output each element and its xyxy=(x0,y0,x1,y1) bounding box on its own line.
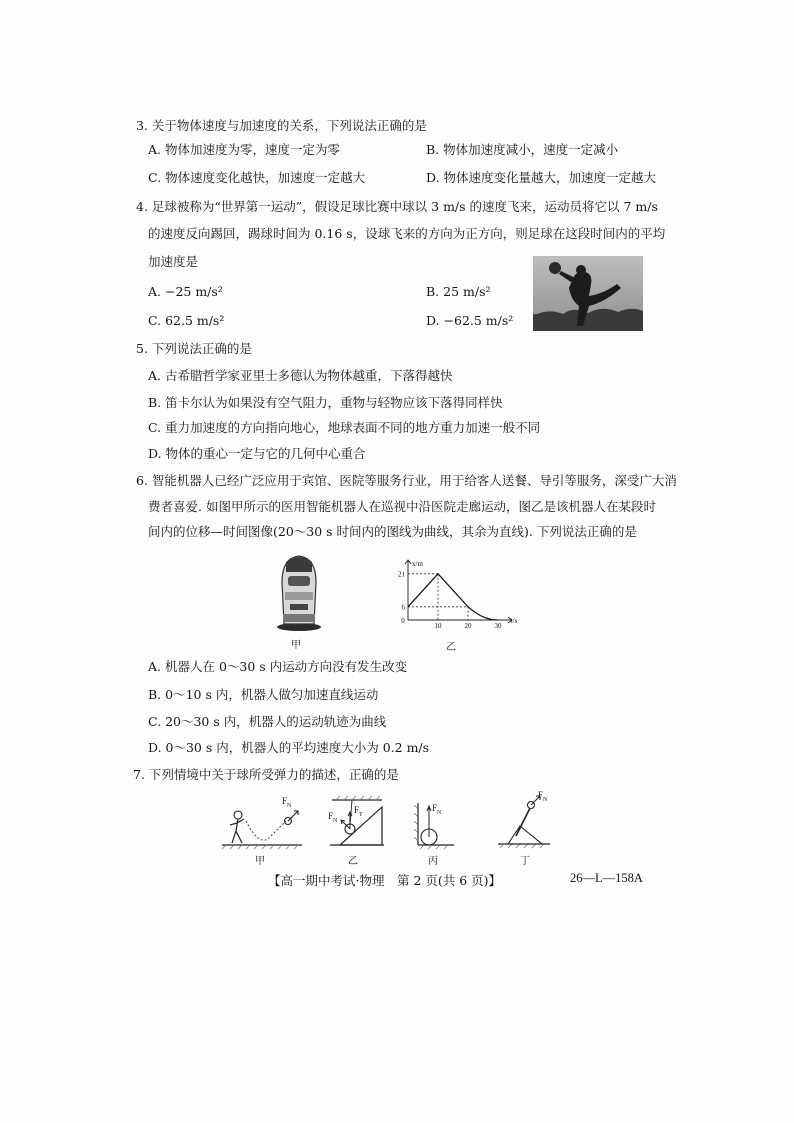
q5-option-a: A. 古希腊哲学家亚里士多德认为物体越重，下落得越快 xyxy=(148,368,453,383)
q5-stem: 5. 下列说法正确的是 xyxy=(136,341,252,356)
q7-caption-bing: 丙 xyxy=(428,856,438,867)
q4-option-a: A. −25 m/s² xyxy=(148,284,223,299)
q6-stem-line1: 6. 智能机器人已经广泛应用于宾馆、医院等服务行业，用于给客人送餐、导引等服务，深受广大消 xyxy=(136,473,677,488)
soccer-photo xyxy=(533,256,643,331)
fn-label-bing: F xyxy=(432,803,438,813)
q7-figure-yi xyxy=(326,795,386,850)
q3-option-a: A. 物体加速度为零，速度一定为零 xyxy=(148,142,340,157)
q5-option-d: D. 物体的重心一定与它的几何中心重合 xyxy=(148,446,366,461)
fn-label-ding: F xyxy=(538,790,544,800)
fn-label-jia: F xyxy=(282,796,288,806)
chart-caption: 乙 xyxy=(446,642,456,653)
paper-code: 26—L—158A xyxy=(570,871,643,885)
q4-stem-line2: 的速度反向踢回，踢球时间为 0.16 s，设球飞来的方向为正方向，则足球在这段时间内的平均 xyxy=(148,226,666,241)
q6-stem-line2: 费者喜爱. 如图甲所示的医用智能机器人在巡视中沿医院走廊运动，图乙是该机器人在某段时 xyxy=(148,499,656,514)
q6-option-a: A. 机器人在 0～30 s 内运动方向没有发生改变 xyxy=(148,659,408,674)
q7-caption-jia: 甲 xyxy=(255,856,265,867)
page-footer: 【高一期中考试·物理 第 2 页(共 6 页)】 xyxy=(268,873,502,888)
q6-option-d: D. 0～30 s 内，机器人的平均速度大小为 0.2 m/s xyxy=(148,740,430,755)
q4-stem-line1: 4. 足球被称为“世界第一运动”，假设足球比赛中球以 3 m/s 的速度飞来，运动员将它以 7 m/s xyxy=(136,199,658,214)
fn-sub-bing: N xyxy=(437,809,442,816)
q4-stem-line3: 加速度是 xyxy=(148,254,199,269)
q6-option-b: B. 0～10 s 内，机器人做匀加速直线运动 xyxy=(148,687,379,702)
q7-caption-ding: 丁 xyxy=(520,856,530,867)
fn-sub-jia: N xyxy=(287,802,292,809)
ft-label-yi: F xyxy=(354,805,360,815)
q4-option-d: D. −62.5 m/s² xyxy=(426,313,514,328)
q7-caption-yi: 乙 xyxy=(348,856,358,867)
xt-series-line xyxy=(408,574,498,620)
q3-option-d: D. 物体速度变化量越大，加速度一定越大 xyxy=(426,170,657,185)
y-axis-label: x/m xyxy=(412,560,423,568)
y-tick-21: 21 xyxy=(398,570,405,579)
x-axis-label: t/s xyxy=(510,617,518,625)
q6-option-c: C. 20～30 s 内，机器人的运动轨迹为曲线 xyxy=(148,714,387,729)
q3-stem: 3. 关于物体速度与加速度的关系，下列说法正确的是 xyxy=(136,118,427,133)
x-tick-20: 20 xyxy=(464,622,472,630)
q4-option-b: B. 25 m/s² xyxy=(426,284,491,299)
q7-figure-bing xyxy=(408,795,458,850)
q4-option-c: C. 62.5 m/s² xyxy=(148,313,225,328)
q5-option-c: C. 重力加速度的方向指向地心，地球表面不同的地方重力加速一般不同 xyxy=(148,420,541,435)
ft-sub-yi: T xyxy=(359,811,363,818)
fn-label-yi: F xyxy=(328,811,334,821)
q7-figure-ding xyxy=(494,790,554,850)
x-tick-30: 30 xyxy=(494,622,502,630)
robot-figure xyxy=(274,552,324,632)
x-tick-0: 0 xyxy=(401,617,405,625)
q3-option-c: C. 物体速度变化越快，加速度一定越大 xyxy=(148,170,366,185)
q7-stem: 7. 下列情境中关于球所受弹力的描述，正确的是 xyxy=(133,767,399,782)
q5-option-b: B. 笛卡尔认为如果没有空气阻力，重物与轻物应该下落得同样快 xyxy=(148,395,503,410)
x-tick-10: 10 xyxy=(434,622,442,630)
q3-option-b: B. 物体加速度减小，速度一定减小 xyxy=(426,142,619,157)
y-tick-6: 6 xyxy=(401,603,405,612)
fn-sub-yi: N xyxy=(333,817,338,824)
displacement-time-chart xyxy=(390,558,520,630)
q7-figure-jia xyxy=(220,795,305,850)
fn-sub-ding: N xyxy=(543,796,548,803)
xt-chart-svg xyxy=(390,558,520,630)
robot-caption: 甲 xyxy=(291,640,301,651)
q6-stem-line3: 间内的位移—时间图像(20～30 s 时间内的图线为曲线，其余为直线). 下列说法正确的是 xyxy=(148,524,637,539)
